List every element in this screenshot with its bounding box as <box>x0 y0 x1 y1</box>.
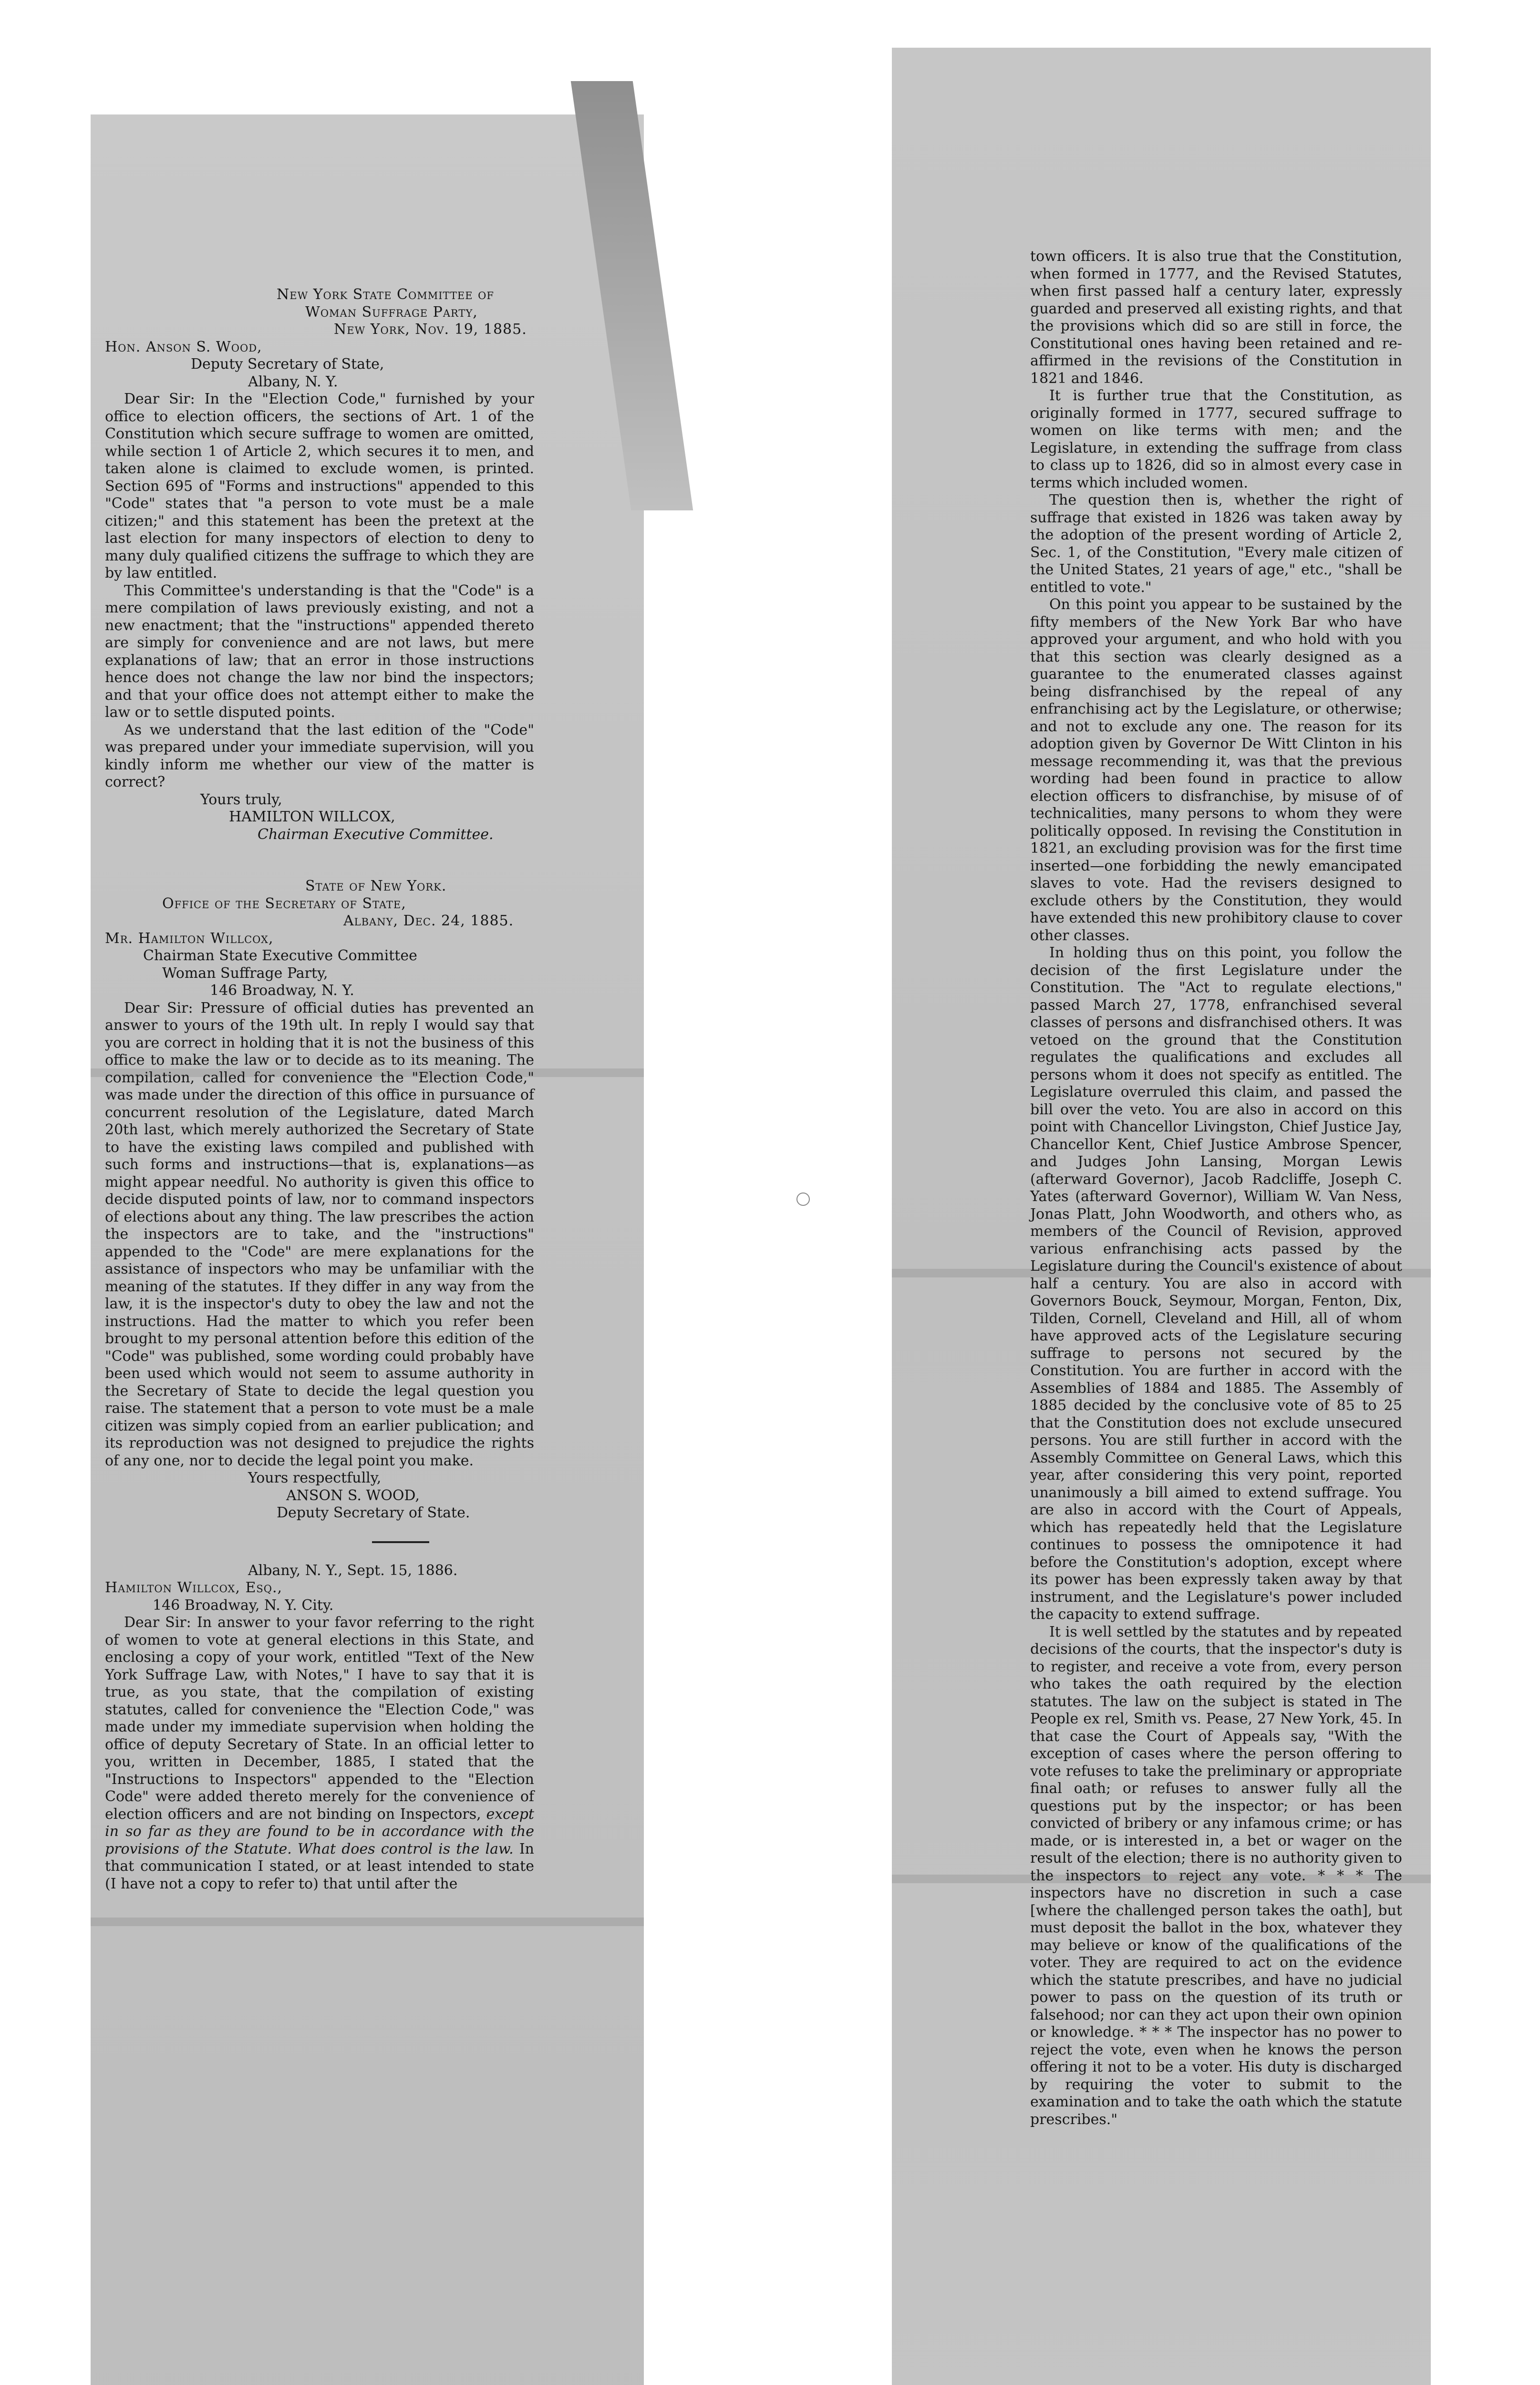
letter1-paragraph: As we understand that the last edition of the "Code" was prepared under your immediate supervision, will you kindly inform me whether our view of the matter is correct? <box>105 721 534 790</box>
letter1-addressee-name: Hon. Anson S. Wood, <box>105 338 262 355</box>
letter2-paragraph: Dear Sir: Pressure of official duties has prevented an answer to yours of the 19th ult. In reply I would say that you are correct in holding that it is not the business of this office to make the law or to decide as to its meaning. The compilation, called for convenience the "Election Code," was made under the direction of this office in pursuance of concurrent resolution of the Legislature, dated March 20th last, which merely authorized the Secretary of State to have the existing laws compiled and published with such forms and instructions—that is, explanations—as might appear needful. No authority is given this office to decide disputed points of law, nor to command inspectors of elections about any thing. The law prescribes the action the inspectors are to take, and the "instructions" appended to the "Code" are mere explanations for the assistance of inspectors who may be unfamiliar with the meaning of the statutes. If they differ in any way from the law, it is the inspector's duty to obey the law and not the instructions. Had the matter to which you refer been brought to my personal attention before this edition of the "Code" was published, some wording could probably have been used which would not seem to assume authority in the Secretary of State to decide the legal question you raise. The statement that a person to vote must be a male citizen was simply copied from an earlier publication; and its reproduction was not designed to prejudice the rights of any one, nor to decide the legal point you make. <box>105 999 534 1469</box>
letter1-sender-line1: New York State Committee of <box>277 286 494 303</box>
right-paragraph: On this point you appear to be sustained by the fifty members of the New York Bar who have approved your argument, and who hold with you that this section was clearly designed as a guarantee to the enumerated classes against being disfranchised by the repeal of any enfranchising act by the Legislature, or otherwise; and not to exclude any one. The reason for its adoption given by Governor De Witt Clinton in his message recommending it, was that the previous wording had been found in practice to allow election officers to disfranchise, by misuse of of technicalities, many persons to whom they were politically opposed. In revising the Constitution in 1821, an excluding provision was for the first time inserted—one forbidding the newly emancipated slaves to vote. Had the revisers designed to exclude others by the Constitution, they would have extended this new prohibitory clause to cover other classes. <box>1030 596 1402 944</box>
letter2-addressee-line: Chairman State Executive Committee <box>143 947 417 964</box>
letter1-date: New York, Nov. 19, 1885. <box>334 321 527 338</box>
letter1-signer: HAMILTON WILLCOX, <box>229 809 395 825</box>
separator-dash <box>372 1541 429 1543</box>
right-paragraph: town officers. It is also true that the Constitution, when formed in 1777, and the Revised Statutes, when first passed half a century later, expressly guarded and preserved all existing rights, and that the provisions which did so are still in force, the Constitutional ones having been retained and re-affirmed in the revisions of the Constitution in 1821 and 1846. <box>1030 248 1402 387</box>
right-paragraph: It is further true that the Constitution, as originally formed in 1777, secured suffrage to women on like terms with men; and the Legislature, in extending the suffrage from class to class up to 1826, did so in almost every case in terms which included women. <box>1030 387 1402 491</box>
letter2-signer: ANSON S. WOOD, <box>286 1487 420 1504</box>
letter1-addressee-title: Deputy Secretary of State, <box>191 356 384 373</box>
letter2-signer-title: Deputy Secretary of State. <box>277 1504 470 1521</box>
letter3-addressee-line: 146 Broadway, N. Y. City. <box>153 1597 334 1614</box>
letter2-sender-line2: Office of the Secretary of State, <box>162 895 406 912</box>
ring-mark <box>796 1192 810 1206</box>
letter2-closing: Yours respectfully, <box>248 1470 382 1486</box>
right-paragraph: It is well settled by the statutes and by repeated decisions of the courts, that the inspector's duty is to register, and receive a vote from, every person who takes the oath required by the election statutes. The law on the subject is stated in The People ex rel, Smith vs. Pease, 27 New York, 45. In that case the Court of Appeals say, "With the exception of cases where the person offering to vote refuses to take the preliminary or appropriate final oath; or refuses to answer fully all the questions put by the inspector; or has been convicted of bribery or any infamous crime; or has made, or is interested in, a bet or wager on the result of the election; there is no authority given to the inspectors to reject any vote. * * * The inspectors have no discretion in such a case [where the challenged person takes the oath], but must deposit the ballot in the box, whatever they may believe or know of the qualifications of the voter. They are required to act on the evidence which the statute prescribes, and have no judicial power to pass on the question of its truth or falsehood; nor can they act upon their own opinion or knowledge. * * * The inspector has no power to reject the vote, even when he knows the person offering it not to be a voter. His duty is discharged by requiring the voter to submit to the examination and to take the oath which the statute prescribes." <box>1030 1623 1402 2128</box>
letter2-addressee-line: 146 Broadway, N. Y. <box>210 982 354 999</box>
letter1-closing: Yours truly, <box>200 791 282 808</box>
letter1-signer-title: Chairman Executive Committee. <box>258 826 494 843</box>
left-column <box>105 286 534 1893</box>
right-paragraph: In holding thus on this point, you follow the decision of the first Legislature under the Constitution. The "Act to regulate elections," passed March 27, 1778, enfranchised several classes of persons and disfranchised others. It was vetoed on the ground that the Constitution regulates the qualifications and excludes all persons whom it does not specify as entitled. The Legislature overruled this claim, and passed the bill over the veto. You are also in accord on this point with Chancellor Livingston, Chief Justice Jay, Chancellor Kent, Chief Justice Ambrose Spencer, and Judges John Lansing, Morgan Lewis (afterward Governor), Jacob Radcliffe, Joseph C. Yates (afterward Governor), William W. Van Ness, Jonas Platt, John Woodworth, and others who, as members of the Council of Revision, approved various enfranchising acts passed by the Legislature during the Council's existence of about half a century. You are also in accord with Governors Bouck, Seymour, Morgan, Fenton, Dix, Tilden, Cornell, Cleveland and Hill, all of whom have approved acts of the Legislature securing suffrage to persons not secured by the Constitution. You are further in accord with the Assemblies of 1884 and 1885. The Assembly of 1885 decided by the conclusive vote of 85 to 25 that the Constitution does not exclude unsecured persons. You are still further in accord with the Assembly Committee on General Laws, which this year, after considering this very point, reported unanimously a bill aimed to extend suffrage. You are also in accord with the Court of Appeals, which has repeatedly held that the Legislature continues to possess the omnipotence it had before the Constitution's adoption, except where its power has been expressly taken away by that instrument, and the Legislature's power included the capacity to extend suffrage. <box>1030 944 1402 1623</box>
letter2-date: Albany, Dec. 24, 1885. <box>343 913 514 929</box>
letter2-sender-line1: State of New York. <box>305 878 447 894</box>
letter3-text: In that communication I stated, or at least intended to state (I have not a copy to refer to) that until after the <box>105 1840 534 1892</box>
letter2-addressee-name: Mr. Hamilton Willcox, <box>105 930 274 947</box>
right-paragraph: The question then is, whether the right of suffrage that existed in 1826 was taken away by the adoption of the present wording of Article 2, Sec. 1, of the Constitution, "Every male citizen of the United States, 21 years of age," etc., "shall be entitled to vote." <box>1030 492 1402 596</box>
letter1-paragraph: Dear Sir: In the "Election Code," furnished by your office to election officers, the sections of Art. 1 of the Constitution which secure suffrage to women are omitted, while section 1 of Article 2, which secures it to men, and taken alone is claimed to exclude women, is printed. Section 695 of "Forms and instructions" appended to this "Code" states that "a person to vote must be a male citizen;" and this statement has been the pretext at the last election for many inspectors of election to deny to many duly qualified citizens the suffrage to which they are by law entitled. <box>105 391 534 581</box>
letter1-sender-line2: Woman Suffrage Party, <box>305 303 478 321</box>
letter1-addressee-city: Albany, N. Y. <box>248 373 338 390</box>
letter2-addressee-line: Woman Suffrage Party, <box>162 964 328 982</box>
right-column <box>1030 248 1402 2128</box>
letter3-italic-text: except in so far as they are found to be in accordance with the provisions of the Statute. What does control is the law. <box>105 1805 534 1857</box>
letter3-addressee-name: Hamilton Willcox, Esq., <box>105 1579 283 1596</box>
letter1-paragraph: This Committee's understanding is that the "Code" is a mere compilation of laws previously existing, and not a new enactment; that the "instructions" appended thereto are simply for convenience and are not laws, but mere explanations of law; that an error in those instructions hence does not change the law nor bind the inspectors; and that your office does not attempt either to make the law or to settle disputed points. <box>105 582 534 721</box>
letter3-date: Albany, N. Y., Sept. 15, 1886. <box>248 1562 458 1579</box>
fold-line <box>91 1918 644 1926</box>
letter3-paragraph <box>105 1614 534 1893</box>
letter3-text: Dear Sir: In answer to your favor referring to the right of women to vote at general elections in this State, and enclosing a copy of your work, entitled "Text of the New York Suffrage Law, with Notes," I have to say that it is true, as you state, that the compilation of existing statutes, called for convenience the "Election Code," was made under my immediate supervision when holding the office of deputy Secretary of State. In an official letter to you, written in December, 1885, I stated that the "Instructions to Inspectors" appended to the "Election Code" were added thereto merely for the convenience of election officers and are not binding on Inspectors, <box>105 1614 534 1823</box>
